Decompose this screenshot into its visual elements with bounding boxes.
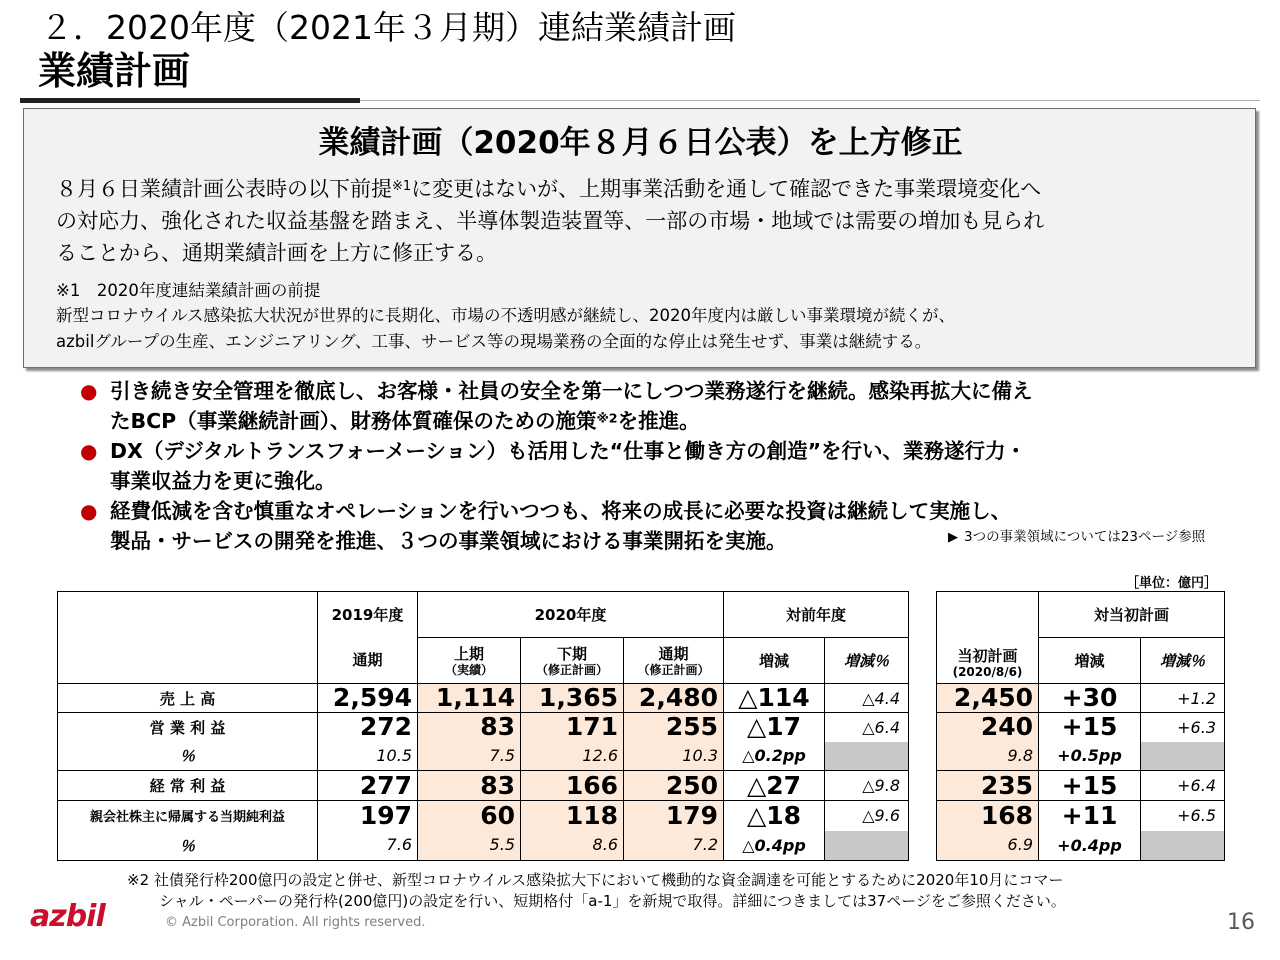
table-row: ％ 7.6 5.5 8.6 7.2 △0.4pp (58, 831, 909, 861)
bullet-dot-icon: ● (80, 499, 98, 523)
header-change-pct: 増減％ (1141, 638, 1225, 684)
row-label: ％ (58, 742, 318, 771)
table-row: 235 +15 +6.4 (937, 771, 1225, 801)
header-change: 増減 (724, 638, 825, 684)
bullet-item: ● 引き続き安全管理を徹底し、お客様・社員の安全を第一にしつつ業務遂行を継続。感染再拡大に備え たBCP（事業継続計画）、財務体質確保のための施策$^{※2}$を推進。 (80, 376, 1240, 436)
table-row: ％ 10.5 7.5 12.6 10.3 △0.2pp (58, 742, 909, 771)
footnote-line-2: シャル・ペーパーの発行枠(200億円)の設定を行い、短期格付「a-1」を新規で取得。詳細につきましては37ページをご参照ください。 (159, 892, 1066, 910)
row-label: ％ (58, 831, 318, 861)
row-label: 経 常 利 益 (58, 771, 318, 801)
lead-line-3: ることから、通期業績計画を上方に修正する。 (56, 241, 497, 265)
empty-cell (1141, 831, 1225, 861)
header-initial-plan: 当初計画 (2020/8/6) (937, 592, 1039, 684)
table-row: 親会社株主に帰属する当期純利益 197 60 118 179 △18 △9.6 (58, 801, 909, 831)
empty-cell (1141, 742, 1225, 771)
header-fy2019-full: 通期 (318, 638, 418, 684)
header-h1: 上期 （実績） (418, 638, 521, 684)
footnote-2 (127, 870, 1066, 912)
header-vs-initial: 対当初計画 (1039, 592, 1225, 638)
header-h2: 下期 （修正計画） (521, 638, 624, 684)
footnote-ref-1: ※1 (392, 179, 412, 195)
title-underline (20, 98, 360, 103)
header-fy2020: 2020年度 (418, 592, 724, 638)
table-row: 経 常 利 益 277 83 166 250 △27 △9.8 (58, 771, 909, 801)
azbil-logo: azbil (30, 899, 105, 934)
table-row: 168 +11 +6.5 (937, 801, 1225, 831)
header-change-pct: 増減％ (825, 638, 909, 684)
initial-plan-table (936, 591, 1225, 861)
header-change: 増減 (1039, 638, 1141, 684)
lead-line-2: の対応力、強化された収益基盤を踏まえ、半導体製造装置等、一部の市場・地域では需要の増加も見られ (56, 209, 1045, 233)
header-fy2019: 2019年度 (318, 592, 418, 638)
table-row: 売 上 高 2,594 1,114 1,365 2,480 △114 △4.4 (58, 684, 909, 713)
bullet-dot-icon: ● (80, 379, 98, 403)
table-row: 9.8 +0.5pp (937, 742, 1225, 771)
bullet-item: ● 経費低減を含む慎重なオペレーションを行いつつも、将来の成長に必要な投資は継続して実施し、 製品・サービスの開発を推進、３つの事業領域における事業開拓を実施。 (80, 496, 1240, 556)
row-label: 売 上 高 (58, 684, 318, 713)
premise-note-heading: ※1 2020年度連結業績計画の前提 (56, 281, 321, 300)
premise-note (56, 303, 1246, 355)
corner-cell (58, 592, 318, 684)
page-reference-note: ▶ 3つの事業領域については23ページ参照 (948, 529, 1206, 545)
premise-note-line-2: azbilグループの生産、エンジニアリング、工事、サービス等の現場業務の全面的な停止は発生せず、事業は継続する。 (56, 332, 932, 351)
page-title: 業績計画 (38, 49, 191, 93)
page-number: 16 (1227, 910, 1255, 935)
row-label: 営 業 利 益 (58, 713, 318, 742)
unit-label: ［単位：億円］ (1126, 576, 1218, 591)
lead-line-1: ８月６日業績計画公表時の以下前提$^{※1}$に変更はないが、上期事業活動を通して確認できた事業環境変化へ (56, 177, 1042, 201)
bullet-item: ● DX（デジタルトランスフォーメーション）も活用した“仕事と働き方の創造”を行い、業務遂行力・ 事業収益力を更に強化。 (80, 436, 1240, 496)
results-table (57, 591, 909, 861)
table-row: 2,450 +30 +1.2 (937, 684, 1225, 713)
bullet-dot-icon: ● (80, 439, 98, 463)
empty-cell (825, 742, 909, 771)
summary-heading: 業績計画（2020年８月６日公表）を上方修正 (318, 125, 963, 161)
table-row: 240 +15 +6.3 (937, 713, 1225, 742)
arrow-right-icon: ▶ (948, 530, 958, 545)
summary-box (23, 108, 1256, 368)
empty-cell (825, 831, 909, 861)
copyright: © Azbil Corporation. All rights reserved. (165, 915, 426, 930)
table-row: 営 業 利 益 272 83 171 255 △17 △6.4 (58, 713, 909, 742)
footnote-ref-2: ※2 (596, 410, 618, 426)
summary-lead (56, 173, 1246, 269)
table-row: 6.9 +0.4pp (937, 831, 1225, 861)
section-title: ２．2020年度（2021年３月期）連結業績計画 (40, 8, 736, 47)
premise-note-line-1: 新型コロナウイルス感染拡大状況が世界的に長期化、市場の不透明感が継続し、2020年度内は厳しい事業環境が続くが、 (56, 306, 956, 325)
header-divider (360, 100, 1260, 101)
footnote-line-1: ※2 社債発行枠200億円の設定と併せ、新型コロナウイルス感染拡大下において機動的な資金調達を可能とするために2020年10月にコマー (127, 871, 1064, 889)
header-fy: 通期 （修正計画） (624, 638, 724, 684)
header-yoy: 対前年度 (724, 592, 909, 638)
row-label: 親会社株主に帰属する当期純利益 (58, 801, 318, 831)
